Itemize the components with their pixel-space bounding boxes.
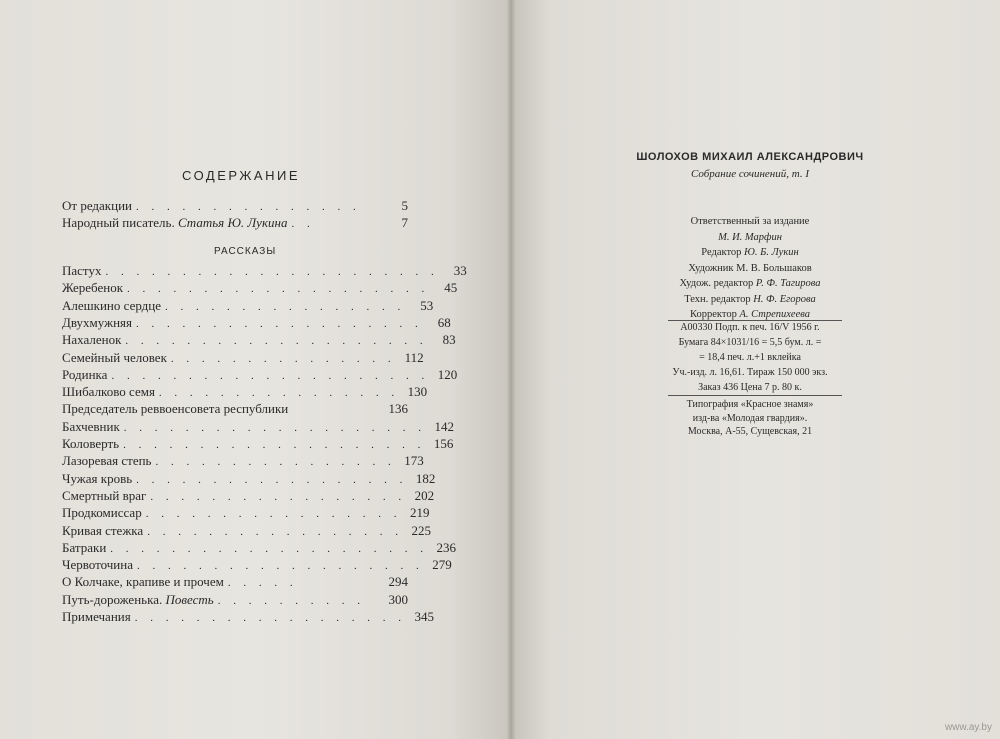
toc-entry-title: [62, 367, 107, 383]
toc-page-number: 45: [444, 280, 458, 295]
toc-page-number: 219: [409, 505, 430, 520]
imprint-tech-line: Бумага 84×1031/16 = 5,5 бум. л. =: [678, 337, 822, 348]
toc-page-number: 279: [432, 557, 452, 572]
toc-page-number: 68: [437, 315, 451, 330]
toc-title: СОДЕРЖАНИЕ: [182, 168, 301, 183]
toc-page-number: 33: [453, 263, 467, 278]
toc-page-number: 112: [404, 350, 424, 365]
toc-entry: [62, 280, 458, 297]
toc-page-number: 294: [388, 574, 408, 589]
toc-leader-dots: . . . . . . . . . . . . . . .: [170, 353, 396, 365]
toc-entry-title-text: Жеребенок: [62, 280, 124, 295]
toc-entry-title: [62, 574, 224, 590]
toc-entry-title: [62, 419, 120, 435]
toc-entry: [62, 263, 467, 280]
toc-page-number: 130: [407, 384, 428, 399]
toc-entry: [62, 315, 451, 332]
imprint-credit-name: М. И. Марфин: [718, 231, 782, 243]
toc-entry: [62, 523, 431, 540]
toc-leader-dots: . . . . . . . . . . . . . . . . . . . .: [127, 283, 430, 295]
toc-entry: [62, 436, 454, 453]
toc-entry-title-text: Смертный враг: [62, 488, 147, 503]
toc-leader-dots: . . . . . . . . . . . . . . . .: [158, 387, 400, 399]
imprint-tech: [560, 320, 940, 395]
toc-entry: [62, 198, 408, 215]
toc-entry-title-text: От редакции: [62, 198, 132, 213]
imprint-credit-role: Художник: [688, 262, 737, 274]
toc-page-number: 5: [401, 198, 408, 213]
toc-entry-title-text: Пастух: [62, 263, 102, 278]
toc-leader-dots: . . . . . . . . . .: [217, 595, 365, 607]
imprint-author: ШОЛОХОВ МИХАИЛ АЛЕКСАНДРОВИЧ: [636, 151, 864, 163]
toc-entry: [62, 367, 458, 384]
toc-page-number: 345: [414, 609, 434, 624]
toc-leader-dots: . . . . . . . . . . . . . . . . . . .: [137, 560, 424, 572]
toc-entry-title-text: О Колчаке, крапиве и прочем: [62, 574, 224, 589]
imprint-credit-name: Р. Ф. Тагирова: [755, 278, 821, 289]
toc-entry-title: [62, 215, 287, 231]
toc-leader-dots: . . . . . . . . . . . . . . . . . . .: [136, 318, 423, 330]
toc-entry: [62, 419, 455, 436]
toc-page-number: 136: [388, 401, 408, 416]
imprint-tech-line: Уч.-изд. л. 16,61. Тираж 150 000 экз.: [672, 367, 828, 378]
toc-entry-title: [62, 298, 161, 314]
toc-entry-title: [62, 540, 106, 556]
toc-entry: [62, 505, 430, 522]
toc-entry: [62, 215, 408, 232]
imprint-credit-name: Н. Ф. Егорова: [753, 293, 816, 305]
toc-entry-title: [62, 592, 214, 608]
toc-leader-dots: . . . . . . . . . . . . . . . . .: [147, 526, 403, 538]
toc-entry-title: [62, 488, 146, 504]
toc-entry: [62, 471, 436, 488]
toc-leader-dots: . . . . . . . . . . . . . . .: [136, 201, 361, 213]
imprint-tech-line: = 18,4 печ. л.+1 вклейка: [699, 352, 801, 363]
imprint-printer-line: изд-ва «Молодая гвардия».: [692, 412, 808, 424]
imprint-printer: [560, 398, 940, 439]
toc-entry-title: [62, 315, 132, 331]
toc-leader-dots: . . . . . . . . . . . . . . . . . . . . . .: [105, 266, 439, 278]
toc-entry-subtitle: Повесть: [165, 592, 214, 607]
toc-entry-title: [62, 280, 123, 296]
toc-entry-title-text: Алешкино сердце: [62, 298, 162, 313]
section-heading-stories: РАССКАЗЫ: [214, 246, 277, 257]
imprint-credit-name: М. В. Большаков: [736, 262, 812, 274]
toc-entry: [62, 592, 408, 609]
imprint-credit-role: Редактор: [701, 247, 745, 258]
imprint-tech-line: Заказ 436 Цена 7 р. 80 к.: [698, 382, 802, 393]
imprint-divider-2: [668, 395, 842, 396]
toc-entry: [62, 384, 428, 401]
toc-entry-title-text: Батраки: [62, 540, 107, 555]
toc-entry-title-text: Председатель реввоенсовета республики: [62, 401, 289, 416]
toc-entry: [62, 557, 452, 574]
imprint-credit-role: Корректор: [690, 309, 740, 320]
imprint-credit-name: Ю. Б. Лукин: [744, 247, 799, 258]
toc-leader-dots: . . . . . . . . . . . . . . . . . . . . .: [110, 543, 429, 555]
toc-entry: [62, 609, 434, 626]
imprint-credit-line: [560, 230, 940, 246]
toc-entry-title: [62, 557, 133, 573]
imprint-tech-line: А00330 Подп. к печ. 16/V 1956 г.: [680, 322, 820, 333]
toc-page-number: 156: [433, 436, 454, 451]
toc-entry-title-text: Нахаленок: [62, 332, 122, 347]
toc-entry-title-text: Шибалково семя: [62, 384, 155, 399]
toc-leader-dots: . . . . .: [227, 577, 298, 589]
imprint-credit-role: Ответственный за издание: [690, 216, 810, 227]
toc-entry-title-text: Народный писатель.: [62, 215, 178, 230]
toc-entry-title: [62, 384, 155, 400]
toc-leader-dots: . . . . . . . . . . . . . . . . .: [150, 491, 407, 503]
toc-entry: [62, 332, 456, 349]
toc-entry-title: [62, 505, 142, 521]
toc-leader-dots: . . . . . . . . . . . . . . . .: [165, 301, 406, 313]
toc-page-number: 202: [414, 488, 435, 503]
toc-entry: [62, 574, 408, 591]
toc-leader-dots: . . . . . . . . . . . . . . . . . . . .: [125, 335, 428, 347]
imprint-credit-name: А. Стрепихеева: [739, 309, 810, 320]
toc-leader-dots: . . . . . . . . . . . . . . . . . . . .: [123, 439, 426, 451]
imprint-credit-line: [560, 292, 940, 308]
toc-entry-title: [62, 523, 143, 539]
toc-entry-title-text: Продкомиссар: [62, 505, 142, 520]
toc-entry-title-text: Родинка: [62, 367, 108, 382]
toc-leader-dots: . .: [291, 218, 315, 230]
toc-entry: [62, 350, 424, 367]
toc-entry: [62, 401, 408, 418]
book-spine: [506, 0, 516, 739]
toc-entry-title: [62, 609, 131, 625]
toc-entry-title-text: Червоточина: [62, 557, 133, 572]
toc-entry-title-text: Коловерть: [62, 436, 120, 451]
imprint-credit-line: [560, 261, 940, 277]
toc-entry-title-text: Примечания: [62, 609, 131, 624]
imprint-credit-role: Худож. редактор: [679, 278, 756, 289]
toc-leader-dots: . . . . . . . . . . . . . . . .: [155, 456, 396, 468]
imprint-printer-line: Москва, А-55, Сущевская, 21: [687, 426, 813, 437]
toc-page-number: 83: [442, 332, 456, 347]
toc-entry-title-text: Чужая кровь: [62, 471, 133, 486]
toc-entry-title: [62, 350, 167, 366]
toc-page-number: 120: [437, 367, 458, 382]
toc-leader-dots: . . . . . . . . . . . . . . . . . .: [136, 474, 408, 486]
toc-entry-title: [62, 332, 121, 348]
toc-entry-title-text: Бахчевник: [62, 419, 120, 434]
toc-entry-title: [62, 198, 132, 214]
toc-entry-title-text: Путь-дороженька.: [62, 592, 166, 607]
toc-entry-title: [62, 263, 101, 279]
toc-leader-dots: . . . . . . . . . . . . . . . . . . . .: [123, 422, 427, 434]
imprint-credit-line: [560, 245, 940, 261]
toc-leader-dots: . . . . . . . . . . . . . . . . . . . . .: [111, 370, 430, 382]
toc-entry-title: [62, 453, 152, 469]
toc-entry-subtitle: Статья Ю. Лукина: [177, 215, 288, 230]
toc-page-number: 236: [436, 540, 457, 555]
toc-page-number: 7: [401, 215, 408, 230]
toc-entry-title: [62, 436, 119, 452]
toc-entry-title-text: Семейный человек: [62, 350, 167, 365]
imprint-printer-line: Типография «Красное знамя»: [686, 399, 814, 410]
toc-page-number: 300: [388, 592, 408, 607]
toc-page-number: 182: [415, 471, 436, 486]
toc-page-number: 173: [404, 453, 424, 468]
imprint-series: Собрание сочинений, т. I: [691, 168, 809, 180]
toc-entry-title-text: Кривая стежка: [62, 523, 144, 538]
toc-entry: [62, 540, 457, 557]
toc-entry: [62, 298, 434, 315]
toc-page-number: 53: [420, 298, 434, 313]
toc-entry-title-text: Лазоревая степь: [62, 453, 152, 468]
imprint-credit-line: [560, 214, 940, 230]
imprint-credits: [560, 214, 940, 323]
toc-leader-dots: . . . . . . . . . . . . . . . . .: [145, 508, 402, 520]
imprint-credit-line: [560, 276, 940, 292]
toc-page-number: 142: [434, 419, 455, 434]
imprint-credit-role: Техн. редактор: [684, 293, 754, 305]
toc-entry: [62, 488, 435, 505]
toc-entry: [62, 453, 424, 470]
toc-leader-dots: . . . . . . . . . . . . . . . . . .: [134, 612, 406, 624]
toc-entry-title: [62, 471, 132, 487]
watermark: www.ay.by: [944, 722, 992, 733]
toc-entry-title: [62, 401, 288, 417]
toc-entry-title-text: Двухмужняя: [62, 315, 133, 330]
toc-page-number: 225: [411, 523, 431, 538]
